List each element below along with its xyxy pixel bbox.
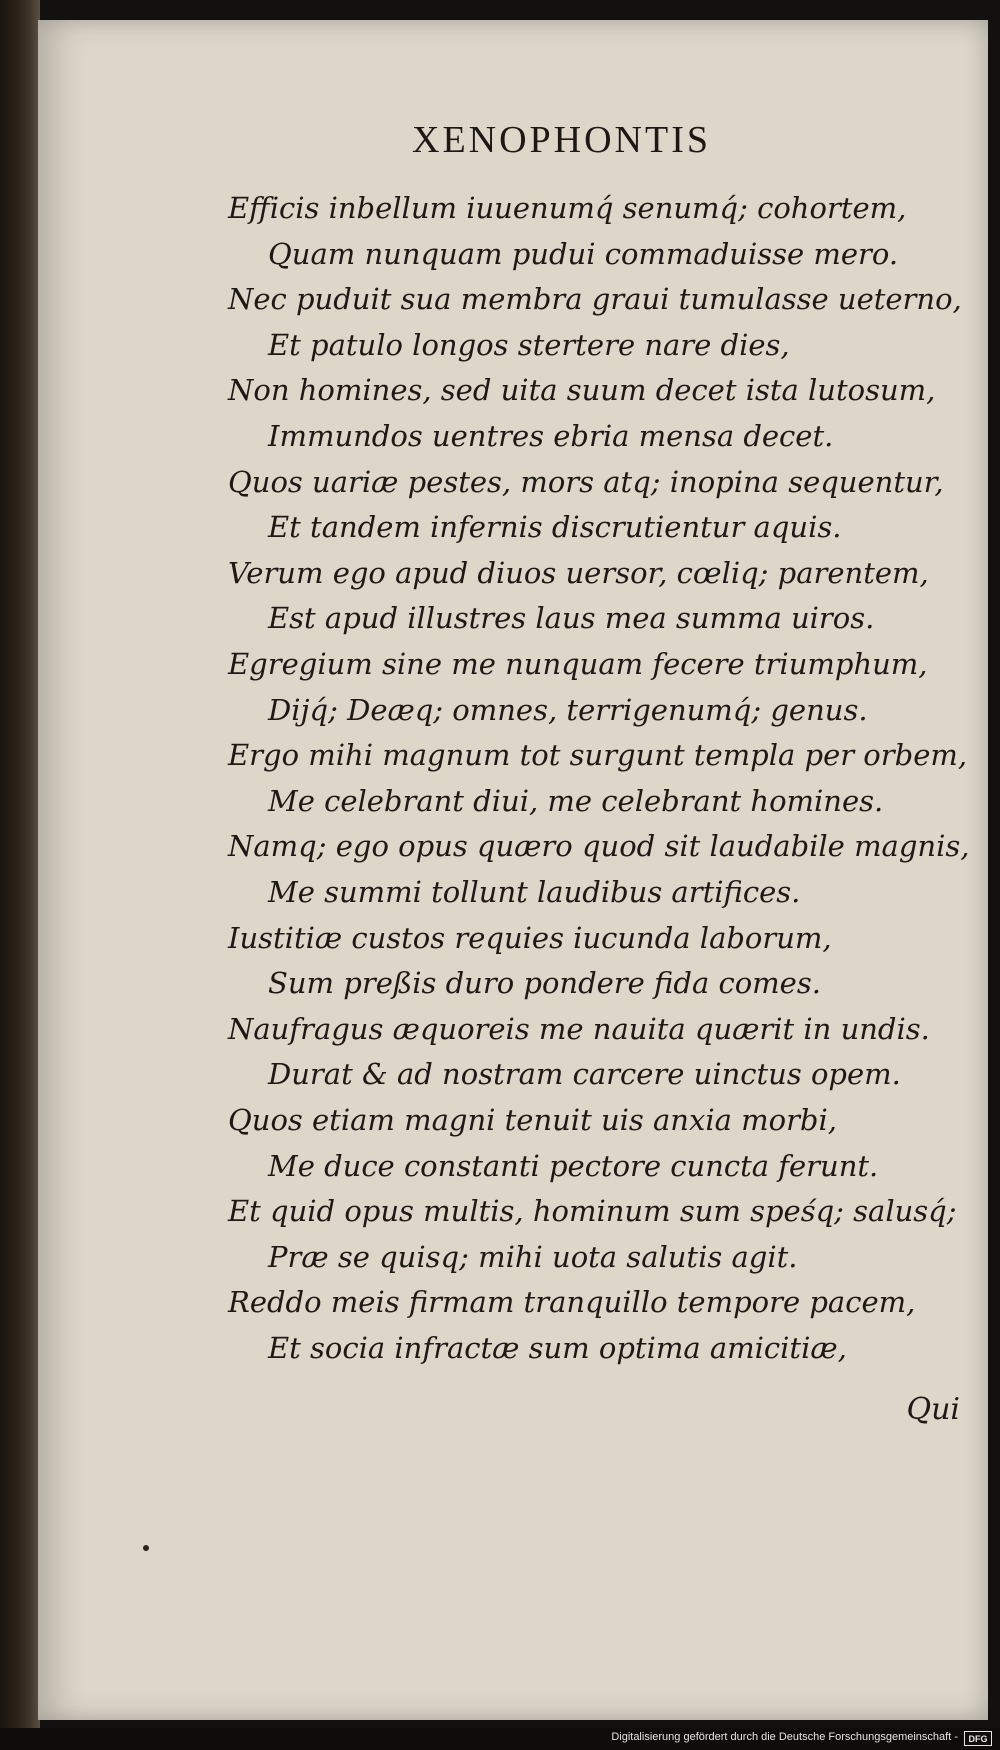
dfg-logo: DFG xyxy=(964,1731,992,1746)
verse-line: Et patulo longos stertere nare dies, xyxy=(268,327,790,362)
verse-line: Ergo mihi magnum tot surgunt templa per orbem, xyxy=(228,738,968,773)
verse-line: Est apud illustres laus mea summa uiros. xyxy=(268,601,875,636)
running-head: XENOPHONTIS xyxy=(412,119,711,161)
verse-line: Quam nunquam pudui commaduisse mero. xyxy=(268,236,899,271)
verse-line: Quos etiam magni tenuit uis anxia morbi, xyxy=(228,1103,837,1137)
catchword: Qui xyxy=(906,1392,960,1427)
digitization-footer xyxy=(0,1728,1000,1750)
verse-line: Verum ego apud diuos uersor, cœliq; parentem, xyxy=(228,555,929,590)
verse-line: Sum preßis duro pondere fida comes. xyxy=(268,966,821,1001)
verse-line: Iustitiæ custos requies iucunda laborum, xyxy=(228,920,832,955)
verse-line: Efficis inbellum iuuenumq́ senumq́; cohortem, xyxy=(228,191,907,225)
verse-line: Me summi tollunt laudibus artifices. xyxy=(268,875,801,909)
verse-line: Namq; ego opus quæro quod sit laudabile magnis, xyxy=(228,829,970,864)
verse-line: Et socia infractæ sum optima amicitiæ, xyxy=(268,1331,847,1365)
verse-line: Præ se quisq; mihi uota salutis agit. xyxy=(268,1239,798,1274)
funding-credit: Digitalisierung gefördert durch die Deutsche Forschungsgemeinschaft - xyxy=(611,1731,958,1743)
verse-line: Naufragus æquoreis me nauita quærit in undis. xyxy=(228,1011,930,1046)
ink-speck xyxy=(143,1545,149,1551)
verse-line: Quos uariæ pestes, mors atq; inopina sequentur, xyxy=(228,464,944,499)
verse-line: Immundos uentres ebria mensa decet. xyxy=(268,419,834,453)
verse-line: Dijq́; Deæq; omnes, terrigenumq́; genus. xyxy=(268,692,868,727)
verse-line: Reddo meis firmam tranquillo tempore pacem, xyxy=(228,1285,916,1320)
verse-line: Egregium sine me nunquam fecere triumphum, xyxy=(228,647,928,681)
verse-line: Et tandem infernis discrutientur aquis. xyxy=(268,510,842,545)
book-binding-edge xyxy=(0,0,40,1750)
page-header xyxy=(0,118,1000,178)
verse-line: Me duce constanti pectore cuncta ferunt. xyxy=(268,1148,879,1183)
verse-line: Durat & ad nostram carcere uinctus opem. xyxy=(268,1057,901,1092)
verse-line: Et quid opus multis, hominum sum speśq; salusq́; xyxy=(228,1194,957,1229)
verse-line: Me celebrant diui, me celebrant homines. xyxy=(268,783,884,818)
verse-line: Non homines, sed uita suum decet ista lutosum, xyxy=(228,373,936,408)
verse-line: Nec puduit sua membra graui tumulasse ueterno, xyxy=(228,282,962,317)
paper-page xyxy=(38,20,988,1720)
